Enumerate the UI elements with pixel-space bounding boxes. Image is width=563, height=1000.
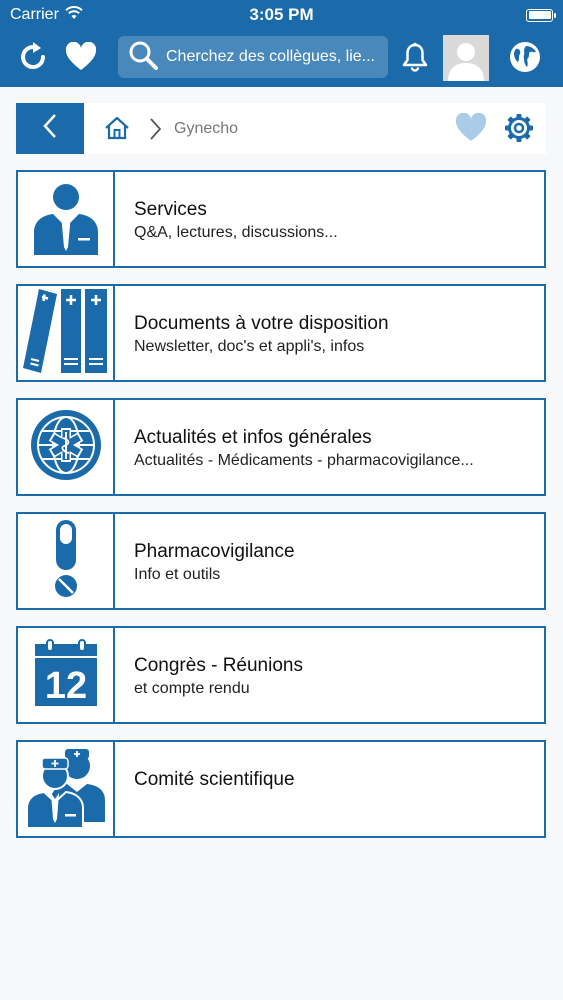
- menu-item-subtitle: Info et outils: [134, 566, 221, 583]
- svg-text:12: 12: [44, 664, 87, 707]
- menu-item-subtitle: Newsletter, doc's et appli's, infos: [134, 338, 365, 355]
- home-icon[interactable]: [104, 116, 130, 145]
- search-placeholder: Cherchez des collègues, lie...: [166, 48, 375, 65]
- breadcrumb: [16, 103, 546, 154]
- favorite-heart-icon[interactable]: [455, 113, 487, 148]
- status-time: 3:05 PM: [249, 5, 314, 24]
- calendar-icon: [33, 638, 99, 713]
- globe-icon[interactable]: [506, 38, 544, 76]
- nav-row: [0, 30, 563, 87]
- breadcrumb-current: Gynecho: [174, 120, 239, 137]
- doctors-group-icon: [25, 744, 107, 835]
- bell-icon[interactable]: [396, 38, 434, 76]
- pill-alert-icon: [46, 517, 86, 606]
- menu-item-title: Pharmacovigilance: [134, 541, 295, 562]
- menu-item-actualites[interactable]: [16, 398, 546, 496]
- menu-item-title: Services: [134, 199, 207, 220]
- heart-icon[interactable]: [62, 38, 100, 76]
- medical-globe-icon: [28, 407, 104, 488]
- menu-item-comite[interactable]: [16, 740, 546, 838]
- search-input[interactable]: [118, 36, 388, 78]
- menu-item-subtitle: Q&A, lectures, discussions...: [134, 224, 338, 241]
- battery-icon: [526, 9, 553, 22]
- menu-item-title: Comité scientifique: [134, 769, 295, 790]
- menu-item-title: Congrès - Réunions: [134, 655, 303, 676]
- menu-item-pharmacovigilance[interactable]: [16, 512, 546, 610]
- status-bar: [0, 0, 563, 30]
- back-button[interactable]: [16, 103, 84, 154]
- menu-item-subtitle: Actualités - Médicaments - pharmacovigilance...: [134, 452, 474, 469]
- top-bar: [0, 0, 563, 87]
- chevron-left-icon: [40, 112, 60, 145]
- menu-item-congres[interactable]: [16, 626, 546, 724]
- menu-item-documents[interactable]: [16, 284, 546, 382]
- menu-item-services[interactable]: [16, 170, 546, 268]
- binders-icon: [20, 285, 112, 382]
- carrier-label: Carrier: [10, 6, 59, 23]
- chevron-right-icon: [148, 117, 162, 146]
- menu-item-title: Documents à votre disposition: [134, 313, 389, 334]
- gear-icon[interactable]: [503, 112, 535, 149]
- avatar[interactable]: [443, 35, 489, 81]
- menu-item-title: Actualités et infos générales: [134, 427, 372, 448]
- refresh-icon[interactable]: [14, 38, 52, 76]
- search-icon: [128, 40, 158, 75]
- doctor-icon: [31, 177, 101, 262]
- menu-item-subtitle: et compte rendu: [134, 680, 250, 697]
